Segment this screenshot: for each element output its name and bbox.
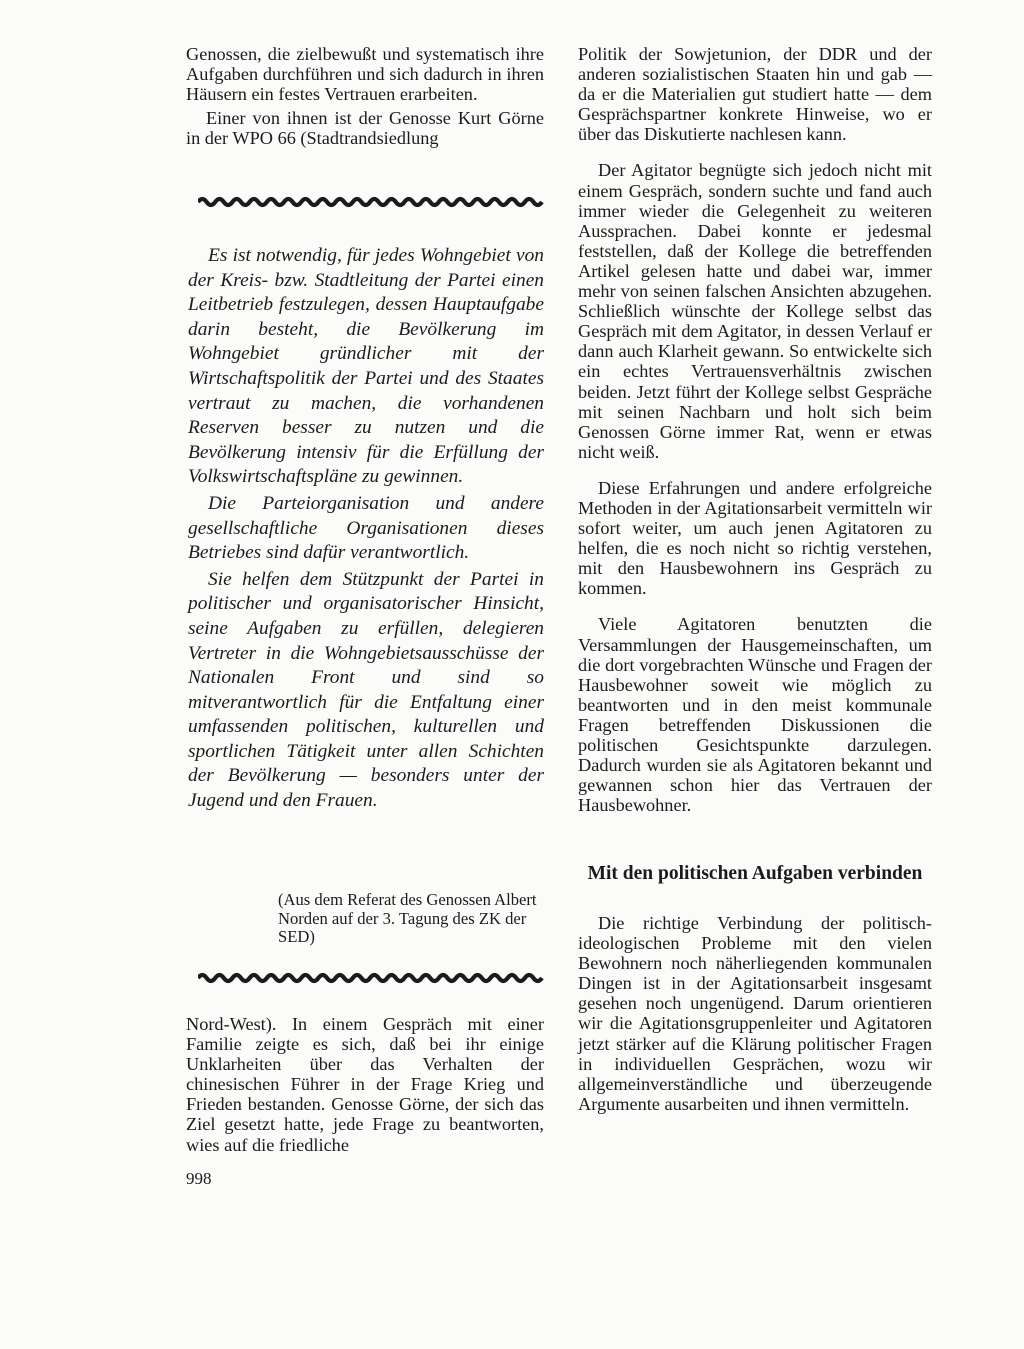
paragraph: Politik der Sowjetunion, der DDR und der anderen sozialistischen Staaten hin und gab — da er die Materialien gut studiert hatte — dem Gesprächspartner konkrete Hinweise, wo er über das Diskutierte nachlesen kann. [578,44,932,145]
paragraph: Diese Erfahrungen und andere erfolgreiche Methoden in der Agitationsarbeit vermitteln wir sofort weiter, um auch jenen Agitatoren zu helfen, die es noch nicht so richtig verstehen, mit den Hausbewohnern ins Gespräch zu kommen. [578,477,932,599]
paragraph: Genossen, die zielbewußt und systematisch ihre Aufgaben durchführen und sich dadurch in ihren Häusern ein festes Vertrauen erarbeiten. [186,44,544,105]
quote-paragraph: Die Parteiorganisation und andere gesellschaftliche Organisationen dieses Betriebes sind dafür verantwortlich. [188,492,544,564]
wavy-divider-top [198,196,544,208]
quote-source-text: (Aus dem Referat des Genossen Albert Norden auf der 3. Tagung des ZK der SED) [278,890,537,947]
quote-paragraph: Es ist notwendig, für jedes Wohngebiet von der Kreis- bzw. Stadtleitung der Partei einen Leitbetrieb festzulegen, dessen Hauptaufgabe darin besteht, die Bevölkerung im Wohngebiet gründlicher mit der Wirtschaftspolitik der Partei und des Staates vertraut zu machen, die vorhandenen Reserven besser zu nutzen und die Bevölkerung intensiv für die Erfüllung der Volkswirtschaftspläne zu gewinnen. [188,245,544,488]
wavy-divider-bottom [198,972,544,984]
page-number: 998 [186,1169,212,1188]
right-column [578,44,932,815]
left-column-top [186,44,544,148]
paragraph: Viele Agitatoren benutzten die Versammlungen der Hausgemeinschaften, um die dort vorgebrachten Wünsche und Fragen der Hausbewohner soweit wie möglich zu beantworten und in den meist kommunale Fragen betreffenden Diskussionen die politischen Gesichtspunkte darzulegen. Dadurch wurden sie als Agitatoren bekannt und gewannen schon hier das Vertrauen der Hausbewohner. [578,614,932,816]
paragraph: Der Agitator begnügte sich jedoch nicht mit einem Gespräch, sondern suchte und fand auch immer wieder die Gelegenheit zu weiteren Aussprachen. Dabei konnte er jedesmal feststellen, daß der Kollege die betreffenden Artikel gelesen hatte und dabei war, immer mehr von seinen falschen Ansichten abzugehen. Schließlich wünschte der Kollege selbst das Gespräch mit dem Agitator, in dessen Verlauf er dann auch Klarheit gewann. So entwickelte sich ein echtes Vertrauensverhältnis zwischen beiden. Jetzt führt der Kollege selbst Gespräche mit seinen Nachbarn und holt sich beim Genossen Görne immer Rat, wenn er etwas nicht weiß. [578,160,932,462]
right-column-bottom [578,913,932,1114]
quote-paragraph: Sie helfen dem Stützpunkt der Partei in politischer und organisatorischer Hinsicht, seine Aufgaben zu erfüllen, delegieren Vertreter in die Wohngebietsausschüsse der Nationalen Front und sind so mitverantwortlich für die Entfaltung einer umfassenden politischen, kulturellen und sportlichen Tätigkeit unter allen Schichten der Bevölkerung — besonders unter der Jugend und den Frauen. [188,568,544,812]
left-column-bottom [186,1014,544,1155]
paragraph: Nord-West). In einem Gespräch mit einer Familie zeigte es sich, daß bei ihr einige Unklarheiten über das Verhalten der chinesischen Führer in der Frage Krieg und Frieden bestanden. Genosse Görne, der sich das Ziel gesetzt hatte, jede Frage zu beantworten, wies auf die friedliche [186,1014,544,1155]
section-heading: Mit den politischen Aufgaben verbinden [587,863,923,884]
paragraph: Einer von ihnen ist der Genosse Kurt Görne in der WPO 66 (Stadtrandsiedlung [186,108,544,149]
quote-source [278,891,548,947]
paragraph: Die richtige Verbindung der politisch-ideologischen Probleme mit den vielen Bewohnern noch näherliegenden kommunalen Dingen ist in der Agitationsarbeit insgesamt gesehen noch ungenügend. Darum orientieren wir die Agitationsgruppenleiter und Agitatoren jetzt stärker auf die Klärung politischer Fragen in individuellen Gesprächen, wozu wir allgemeinverständliche und überzeugende Argumente ausarbeiten und ihnen vermitteln. [578,913,932,1114]
quote-box [188,244,544,814]
